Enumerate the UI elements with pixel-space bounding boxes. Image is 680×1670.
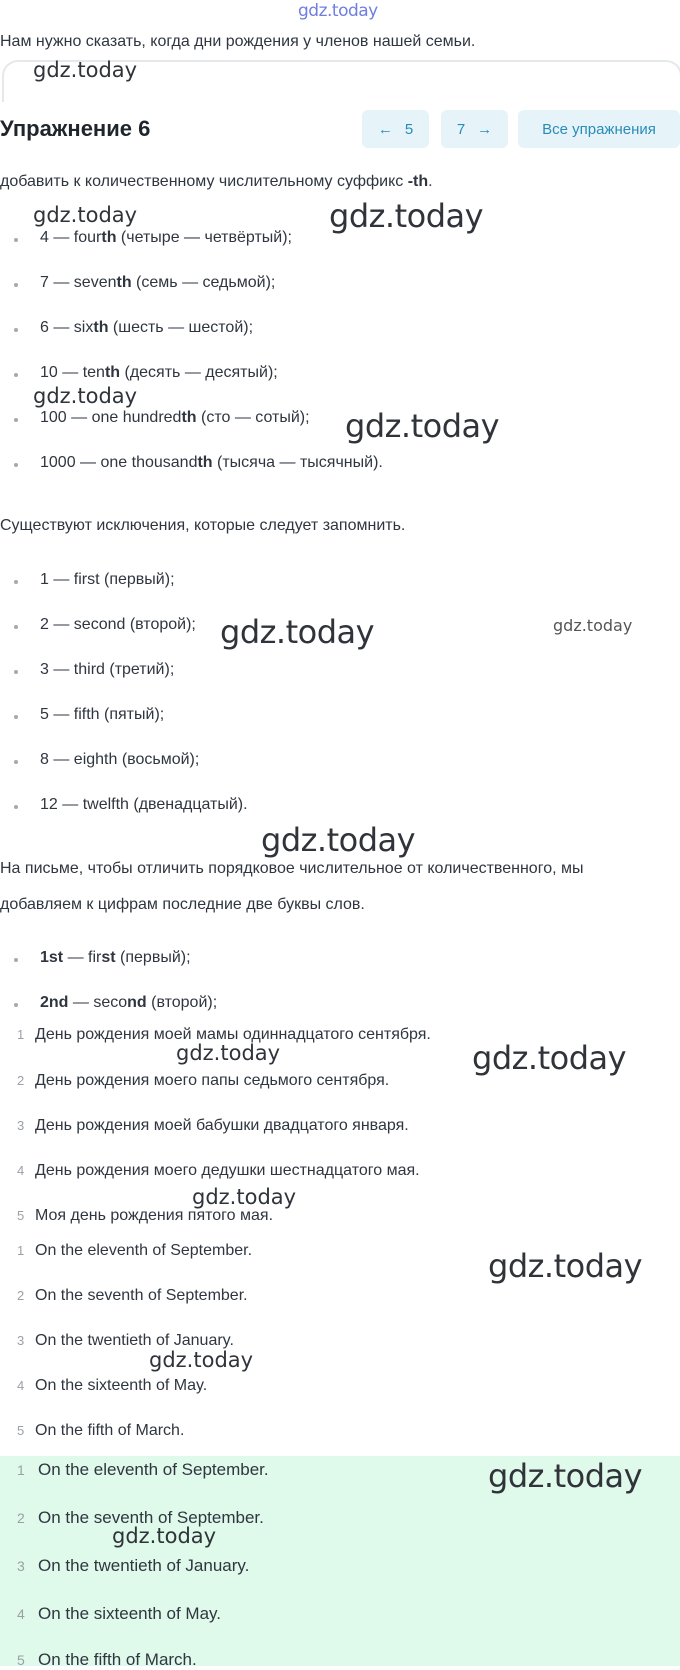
watermark: gdz.today: [553, 616, 633, 635]
all-exercises-button[interactable]: Все упражнения: [518, 110, 680, 148]
watermark: gdz.today: [488, 1457, 643, 1495]
watermark: gdz.today: [33, 384, 138, 408]
intro-text: Нам нужно сказать, когда дни рождения у членов нашей семьи.: [0, 33, 476, 50]
watermark: gdz.today: [472, 1039, 627, 1077]
watermark: gdz.today: [112, 1524, 217, 1548]
writing-note: На письме, чтобы отличить порядковое числительное от количественного, мы: [0, 860, 584, 877]
next-exercise-button[interactable]: [441, 110, 508, 148]
watermark: gdz.today: [298, 1, 378, 21]
writing-note: добавляем к цифрам последние две буквы слов.: [0, 896, 365, 913]
watermark: gdz.today: [33, 58, 138, 82]
watermark: gdz.today: [149, 1348, 254, 1372]
watermark: gdz.today: [220, 613, 375, 651]
watermark: gdz.today: [329, 197, 484, 235]
watermark: gdz.today: [261, 821, 416, 859]
prev-exercise-button[interactable]: [362, 110, 429, 148]
next-exercise-label: 7: [456, 120, 466, 138]
watermark: gdz.today: [488, 1247, 643, 1285]
watermark: gdz.today: [345, 407, 500, 445]
watermark: gdz.today: [176, 1041, 281, 1065]
arrow-right-icon: →: [477, 120, 493, 138]
exercise-title: Упражнение 6: [0, 116, 151, 141]
watermark: gdz.today: [192, 1185, 297, 1209]
exceptions-intro: Существуют исключения, которые следует запомнить.: [0, 517, 406, 534]
arrow-left-icon: ←: [377, 120, 393, 138]
prev-exercise-label: 5: [404, 120, 414, 138]
watermark: gdz.today: [33, 203, 138, 227]
suffix-th: -th: [407, 173, 429, 190]
rule-text: добавить к количественному числительному суффикс -th.: [0, 173, 433, 190]
